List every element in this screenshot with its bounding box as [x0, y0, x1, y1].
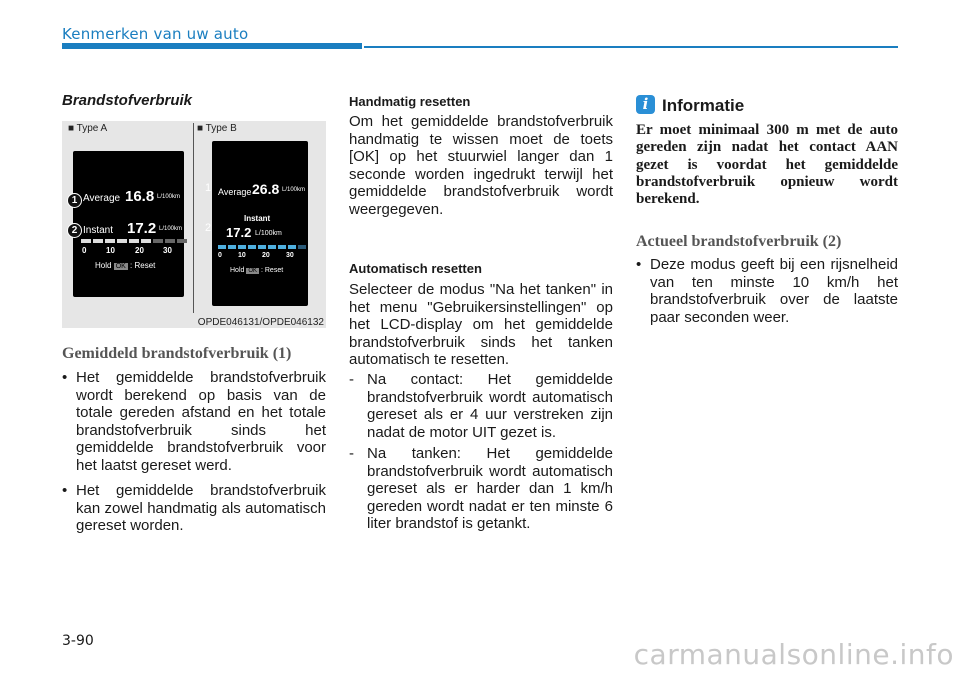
display-type-a [73, 151, 184, 297]
list-item: - Na tanken: Het gemiddelde brandstofverbruik wordt automatisch gereset als er harder dan 1 km/h gereden wordt nadat er ten minste 6 liter brandstof is getankt. [349, 445, 613, 533]
scale-10-b: 10 [238, 252, 246, 259]
scale-20-b: 20 [262, 252, 270, 259]
figure-caption: OPDE046131/OPDE046132 [197, 317, 324, 328]
average-label: Average [83, 193, 121, 204]
current-consumption-list [636, 256, 898, 334]
callout-2-b: 2 [205, 222, 212, 234]
average-label-b: Average [218, 187, 252, 197]
instant-label: Instant [83, 225, 114, 236]
auto-reset-heading: Automatisch resetten [349, 261, 482, 276]
average-unit-b: L/100km [282, 187, 306, 193]
watermark: carmanualsonline.info [633, 638, 954, 671]
instant-bar-b [218, 245, 306, 249]
list-item: • Deze modus geeft bij een rijsnelheid van ten minste 10 km/h het brandstofverbruik over de laatste paar seconden weer. [636, 256, 898, 326]
instant-value-b: 17.2 [226, 225, 252, 240]
instant-unit-b: L/100km [255, 230, 282, 237]
instant-unit: L/100km [159, 226, 183, 232]
instant-value: 17.2 [127, 220, 157, 237]
scale-20: 20 [135, 246, 144, 255]
manual-reset-text: Om het gemiddelde brandstofverbruik handmatig te wissen moet de toets [OK] op het stuurwiel langer dan 1 seconde worden ingedrukt terwijl het gemiddelde brandstofverbruik wordt weergegeven. [349, 113, 613, 218]
header-rule-thin [364, 46, 898, 48]
current-consumption-heading: Actueel brandstofverbruik (2) [636, 233, 842, 250]
auto-reset-text: Selecteer de modus "Na het tanken" in het menu "Gebruikersinstellingen" op het LCD-display om het gemiddelde brandstofverbruik sinds het tanken automatisch te resetten. [349, 281, 613, 368]
instant-bar [81, 239, 187, 243]
list-item: • Het gemiddelde brandstofverbruik wordt berekend op basis van de totale gereden afstand en het totale brandstofverbruik sinds het gemiddelde brandstofverbruik voor het laatst gereset werd. [62, 369, 326, 474]
chapter-title: Kenmerken van uw auto [62, 25, 249, 43]
callout-1-b: 1 [205, 182, 212, 194]
fuel-display-figure [62, 121, 326, 328]
scale-30: 30 [163, 246, 172, 255]
scale-0: 0 [82, 246, 87, 255]
display-type-b [212, 141, 308, 306]
list-item: - Na contact: Het gemiddelde brandstofverbruik wordt automatisch gereset als er 4 uur verstreken zijn nadat de motor UIT gezet is. [349, 371, 613, 441]
average-consumption-heading: Gemiddeld brandstofverbruik (1) [62, 345, 292, 362]
type-a-label: ■ Type A [68, 123, 108, 134]
average-unit: L/100km [157, 194, 181, 200]
average-consumption-list [62, 369, 326, 543]
scale-0-b: 0 [218, 252, 222, 259]
info-title: Informatie [662, 96, 745, 115]
hold-reset-hint: Hold OK : Reset [95, 261, 156, 270]
instant-label-b: Instant [244, 214, 271, 223]
manual-reset-heading: Handmatig resetten [349, 94, 471, 109]
type-b-label: ■ Type B [197, 123, 237, 134]
average-value-b: 26.8 [252, 181, 280, 197]
average-value: 16.8 [125, 188, 155, 205]
scale-10: 10 [106, 246, 115, 255]
figure-divider [193, 123, 194, 313]
scale-30-b: 30 [286, 252, 294, 259]
page-number: 3-90 [62, 633, 94, 649]
info-icon: i [636, 95, 655, 114]
header-rule-thick [62, 43, 362, 49]
callout-1-a: 1 [67, 193, 82, 208]
section-title: Brandstofverbruik [62, 92, 193, 109]
callout-2-a: 2 [67, 223, 82, 238]
info-text: Er moet minimaal 300 m met de auto gereden zijn nadat het contact AAN gezet is voordat het gemiddelde brandstofverbruik opnieuw wordt berekend. [636, 122, 898, 208]
auto-reset-options [349, 371, 613, 537]
list-item: • Het gemiddelde brandstofverbruik kan zowel handmatig als automatisch gereset worden. [62, 482, 326, 535]
hold-reset-hint-b: Hold OK : Reset [230, 267, 284, 274]
